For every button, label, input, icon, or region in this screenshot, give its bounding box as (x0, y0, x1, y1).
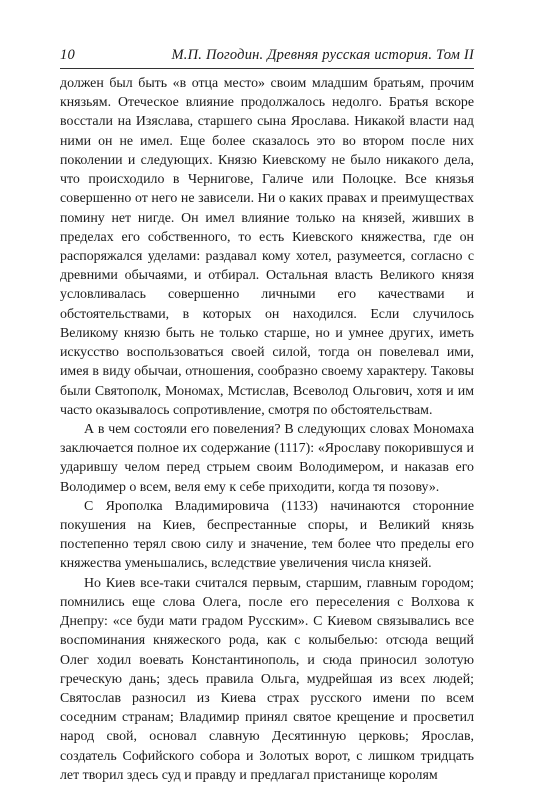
paragraph-continued: должен был быть «в отца место» своим младшим братьям, прочим князьям. Отеческое влияние продолжалось недолго. Братья вскоре восстали на Изяслава, старшего сына Ярослава. Никакой власти над ними он не имел. Еще более сказалось это во втором после них поколении и следующих. Князю Киевскому не было никакого дела, что происходило в Чернигове, Галиче или Полоцке. Все князья совершенно от него не зависели. Ни о каких правах и преимуществах помину нет нигде. Он имел влияние только на князей, живших в пределах его собственного, то есть Киевского княжества, где он распоряжался уделами: раздавал кому хотел, разумеется, согласно с древними обычаями, и отбирал. Остальная власть Великого князя условливалась совершенно личными его качествами и обстоятельствами, в которых он находился. Если случилось Великому князю быть не только старше, но и умнее других, иметь искусство воспользоваться своей силой, тогда он повелевал ими, имея в виду обычаи, отношения, сообразно своему характеру. Таковы были Святополк, Мономах, Мстислав, Всеволод Ольгович, хотя и им часто оказывалось сопротивление, смотря по обстоятельствам. (60, 76, 474, 418)
header-rule (60, 68, 474, 69)
page-number: 10 (60, 47, 75, 63)
paragraph-monomakh: А в чем состояли его повеления? В следующих словах Мономаха заключается полное их содержание (1117): «Ярославу покорившуся и ударившу челом перед стрыем своим Володимером, и наказав его Володимер о всем, веля ему к себе приходити, когда тя позову». (60, 421, 474, 495)
paragraph-kiev: Но Киев все-таки считался первым, старшим, главным городом; помнились еще слова Олега, после его переселения с Волхова к Днепру: «се буди мати градом Русским». С Киевом связывались все воспоминания княжеского рода, как с колыбелью: отсюда вещий Олег ходил воевать Константинополь, и сюда приносил золотую греческую дань; здесь правила Ольга, мудрейшая из всех людей; Святослав разносил из Киева страх русского имени по всем соседним странам; Владимир принял святое крещение и просветил народ свой, основал славную Десятинную церковь; Ярослав, создатель Софийского собора и Золотых ворот, с лишком тридцать лет творил здесь суд и правду и предлагал пристанище королям (60, 575, 474, 783)
paragraph-yaropolk: С Ярополка Владимировича (1133) начинаются сторонние покушения на Киев, беспрестанные споры, и Великий князь постепенно терял свою силу и значение, тем более что пределы его княжества уменьшались, вследствие увеличения числа князей. (60, 498, 474, 572)
running-title: М.П. Погодин. Древняя русская история. Том II (171, 47, 474, 63)
body-text (60, 74, 474, 785)
running-header (60, 47, 474, 67)
book-page (60, 0, 474, 800)
